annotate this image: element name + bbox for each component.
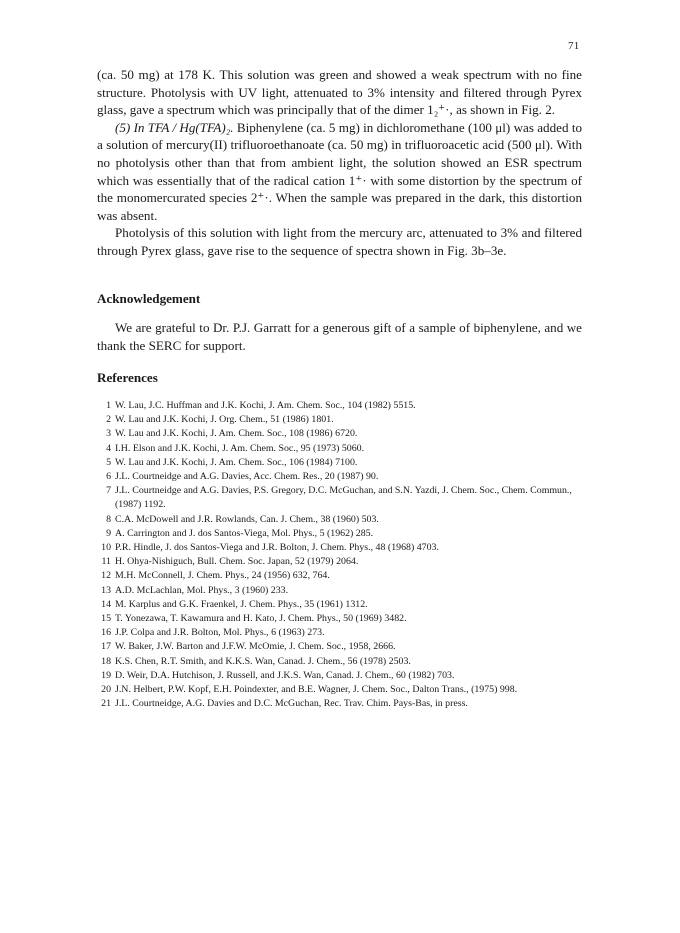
reference-text: T. Yonezawa, T. Kawamura and H. Kato, J. Chem. Phys., 50 (1969) 3482. xyxy=(115,613,407,625)
reference-item xyxy=(97,541,590,555)
reference-number: 12 xyxy=(101,570,111,582)
reference-number: 14 xyxy=(101,598,111,610)
reference-item xyxy=(97,470,590,484)
acknowledgement-paragraph: We are grateful to Dr. P.J. Garratt for a generous gift of a sample of biphenylene, and we thank the SERC for support. xyxy=(97,320,582,353)
reference-item xyxy=(97,399,590,413)
reference-item xyxy=(97,655,590,669)
reference-text: J.L. Courtneidge, A.G. Davies and D.C. McGuchan, Rec. Trav. Chim. Pays-Bas, in press. xyxy=(115,698,468,710)
reference-text: J.L. Courtneidge and A.G. Davies, P.S. Gregory, D.C. McGuchan, and S.N. Yazdi, J. Chem. Soc., Chem. Commun., (1987) 1192. xyxy=(115,485,572,511)
paragraph-2 xyxy=(97,119,582,225)
reference-item xyxy=(97,413,590,427)
reference-number: 19 xyxy=(101,669,111,681)
reference-item xyxy=(97,513,590,527)
reference-text: A.D. McLachlan, Mol. Phys., 3 (1960) 233. xyxy=(115,584,289,596)
reference-number: 9 xyxy=(106,527,111,539)
reference-item xyxy=(97,598,590,612)
reference-item xyxy=(97,427,590,441)
reference-text: D. Weir, D.A. Hutchison, J. Russell, and J.K.S. Wan, Canad. J. Chem., 60 (1982) 703. xyxy=(115,669,455,681)
reference-text: W. Lau and J.K. Kochi, J. Org. Chem., 51 (1986) 1801. xyxy=(115,414,334,426)
reference-text: I.H. Elson and J.K. Kochi, J. Am. Chem. Soc., 95 (1973) 5060. xyxy=(115,442,365,454)
reference-item xyxy=(97,683,590,697)
reference-item xyxy=(97,527,590,541)
reference-text: W. Lau and J.K. Kochi, J. Am. Chem. Soc., 106 (1984) 7100. xyxy=(115,456,358,468)
reference-number: 17 xyxy=(101,641,111,653)
reference-number: 18 xyxy=(101,655,111,667)
section-label: (5) In TFA / Hg(TFA)₂. xyxy=(115,119,234,135)
reference-item xyxy=(97,484,590,512)
reference-number: 4 xyxy=(106,442,111,454)
reference-number: 6 xyxy=(106,471,111,483)
reference-list xyxy=(97,399,590,711)
acknowledgement-text xyxy=(97,319,582,354)
reference-text: C.A. McDowell and J.R. Rowlands, Can. J. Chem., 38 (1960) 503. xyxy=(115,513,379,525)
reference-number: 16 xyxy=(101,627,111,639)
reference-number: 13 xyxy=(101,584,111,596)
reference-text: W. Baker, J.W. Barton and J.F.W. McOmie, J. Chem. Soc., 1958, 2666. xyxy=(115,641,396,653)
reference-item xyxy=(97,626,590,640)
reference-text: P.R. Hindle, J. dos Santos-Viega and J.R. Bolton, J. Chem. Phys., 48 (1968) 4703. xyxy=(115,542,439,554)
acknowledgement-heading: Acknowledgement xyxy=(97,291,201,306)
reference-item xyxy=(97,584,590,598)
paragraph-2-text: Biphenylene (ca. 5 mg) in dichloromethane (100 μl) was added to a solution of mercury(II) trifluoroethanoate (ca. 50 mg) in trifluoroacetic acid (500 μl). With no photolysis other than that from ambient light, the solution showed an ESR spectrum which was essentially that of the radical cation 1⁺· with some distortion by the spectrum of the monomercurated species 2⁺·. When the sample was prepared in the dark, this distortion was absent. xyxy=(97,119,582,223)
paragraph-3: Photolysis of this solution with light from the mercury arc, attenuated to 3% and filtered through Pyrex glass, gave rise to the sequence of spectra shown in Fig. 3b–3e. xyxy=(97,225,582,258)
reference-text: M. Karplus and G.K. Fraenkel, J. Chem. Phys., 35 (1961) 1312. xyxy=(115,598,368,610)
body-text xyxy=(97,66,582,260)
reference-number: 8 xyxy=(106,513,111,525)
reference-number: 7 xyxy=(106,485,111,497)
reference-text: J.N. Helbert, P.W. Kopf, E.H. Poindexter, and B.E. Wagner, J. Chem. Soc., Dalton Trans., (1975) 998. xyxy=(115,684,518,696)
reference-item xyxy=(97,669,590,683)
reference-item xyxy=(97,569,590,583)
reference-number: 11 xyxy=(101,556,111,568)
references-heading: References xyxy=(97,370,158,385)
reference-number: 20 xyxy=(101,684,111,696)
reference-number: 3 xyxy=(106,428,111,440)
reference-number: 5 xyxy=(106,456,111,468)
reference-number: 21 xyxy=(101,698,111,710)
reference-text: A. Carrington and J. dos Santos-Viega, Mol. Phys., 5 (1962) 285. xyxy=(115,527,374,539)
reference-item xyxy=(97,456,590,470)
reference-text: M.H. McConnell, J. Chem. Phys., 24 (1956) 632, 764. xyxy=(115,570,330,582)
reference-number: 2 xyxy=(106,414,111,426)
reference-number: 15 xyxy=(101,613,111,625)
paragraph-1: (ca. 50 mg) at 178 K. This solution was green and showed a weak spectrum with no fine structure. Photolysis with UV light, attenuated to 3% intensity and filtered through Pyrex glass, gave a spectrum which was principally that of the dimer 1₂⁺·, as shown in Fig. 2. xyxy=(97,67,582,118)
reference-text: H. Ohya-Nishiguch, Bull. Chem. Soc. Japan, 52 (1979) 2064. xyxy=(115,556,359,568)
reference-number: 1 xyxy=(106,400,111,411)
reference-item xyxy=(97,555,590,569)
reference-number: 10 xyxy=(101,542,111,554)
reference-item xyxy=(97,612,590,626)
page-number: 71 xyxy=(568,40,580,52)
reference-text: W. Lau and J.K. Kochi, J. Am. Chem. Soc., 108 (1986) 6720. xyxy=(115,428,358,440)
reference-item xyxy=(97,442,590,456)
reference-text: J.P. Colpa and J.R. Bolton, Mol. Phys., 6 (1963) 273. xyxy=(115,627,325,639)
reference-item xyxy=(97,640,590,654)
reference-text: J.L. Courtneidge and A.G. Davies, Acc. Chem. Res., 20 (1987) 90. xyxy=(115,471,379,483)
reference-item xyxy=(97,697,590,711)
reference-text: W. Lau, J.C. Huffman and J.K. Kochi, J. Am. Chem. Soc., 104 (1982) 5515. xyxy=(115,400,416,411)
reference-text: K.S. Chen, R.T. Smith, and K.K.S. Wan, Canad. J. Chem., 56 (1978) 2503. xyxy=(115,655,411,667)
